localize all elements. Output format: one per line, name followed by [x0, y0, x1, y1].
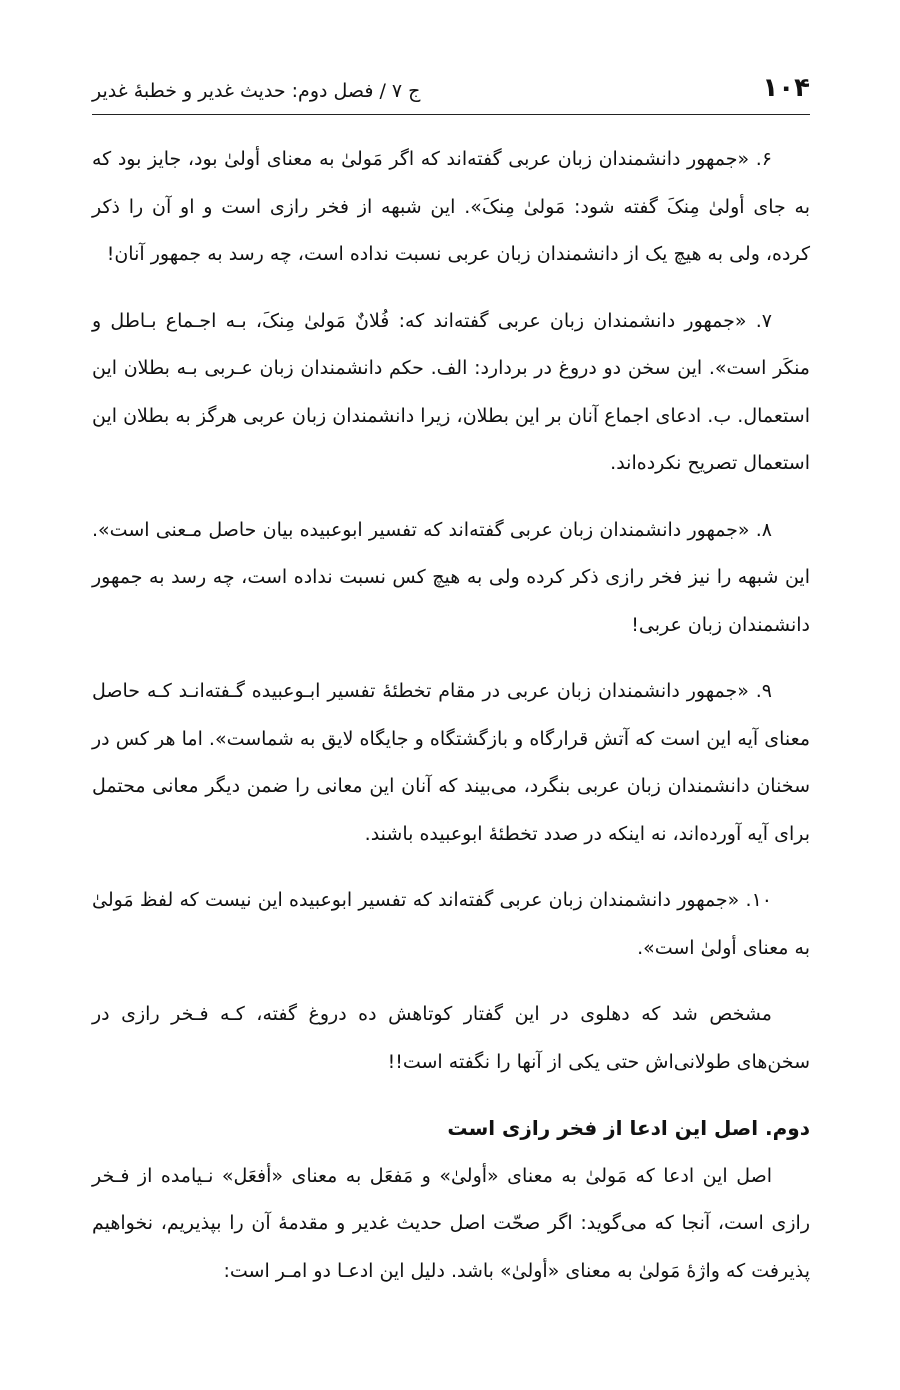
section-heading: دوم. اصل این ادعا از فخر رازی است [447, 1116, 810, 1140]
paragraph-summary: مشخص شد که دهلوی در این گفتار کوتاهش ده دروغ گفته، کـه فـخر رازی در سخن‌های طولانی‌اش حتی یکی از آنها را نگفته است!! [92, 1003, 810, 1073]
paragraph-7: ۷. «جمهور دانشمندان زبان عربی گفته‌اند که: فُلانٌ مَولیٰ مِنکَ، بـه اجـماع بـاطل و منکَر است». این سخن دو دروغ در بردارد: الف. حکم دانشمندان زبان عـربی بـه بطلان این استعمال. ب. ادعای اجماع آنان بر این بطلان، زیرا دانشمندان زبان عربی هرگز به بطلان این استعمال تصریح نکرده‌اند. [92, 309, 810, 474]
running-title: ج ۷ / فصل دوم: حدیث غدیر و خطبهٔ غدیر [92, 80, 421, 102]
paragraph-origin: اصل این ادعا که مَولیٰ به معنای «أولیٰ» و مَفعَل به معنای «أفعَل» نـیامده از فـخر رازی است، آنجا که می‌گوید: اگر صحّت اصل حدیث غدیر و مقدمهٔ آن را بپذیریم، نخواهیم پذیرفت که واژهٔ مَولیٰ به معنای «أولیٰ» باشد. دلیل این ادعـا دو امـر است: [92, 1164, 810, 1282]
paragraph-8: ۸. «جمهور دانشمندان زبان عربی گفته‌اند که تفسیر ابوعبیده بیان حاصل مـعنی است». این شبهه را نیز فخر رازی ذکر کرده ولی به هیچ کس نسبت نداده است، چه رسد به جمهور دانشمندان زبان عربی! [92, 518, 810, 636]
paragraph-9: ۹. «جمهور دانشمندان زبان عربی در مقام تخطئهٔ تفسیر ابـوعبیده گـفته‌انـد کـه حاصل معنای آیه این است که آتش قرارگاه و بازگشتگاه و جایگاه لایق به شماست». اما هر کس در سخنان دانشمندان زبان عربی بنگرد، می‌بیند که آنان این معانی را ضمن دیگر معانی محتمل برای آیه آورده‌اند، نه اینکه در صدد تخطئهٔ ابوعبیده باشند. [92, 680, 810, 845]
body-text [92, 136, 810, 1295]
page-header [92, 66, 810, 115]
paragraph-10: ۱۰. «جمهور دانشمندان زبان عربی گفته‌اند که تفسیر ابوعبیده این نیست که لفظ مَولیٰ به معنای أولیٰ است». [92, 889, 810, 959]
paragraph-6: ۶. «جمهور دانشمندان زبان عربی گفته‌اند که اگر مَولیٰ به معنای أولیٰ بود، جایز بود که به جای أولیٰ مِنکَ گفته شود: مَولیٰ مِنکَ». این شبهه از فخر رازی است و او آن را ذکر کرده، ولی به هیچ یک از دانشمندان زبان عربی نسبت نداده است، چه رسد به جمهور آنان! [92, 148, 810, 265]
page-number: ۱۰۴ [762, 73, 810, 103]
